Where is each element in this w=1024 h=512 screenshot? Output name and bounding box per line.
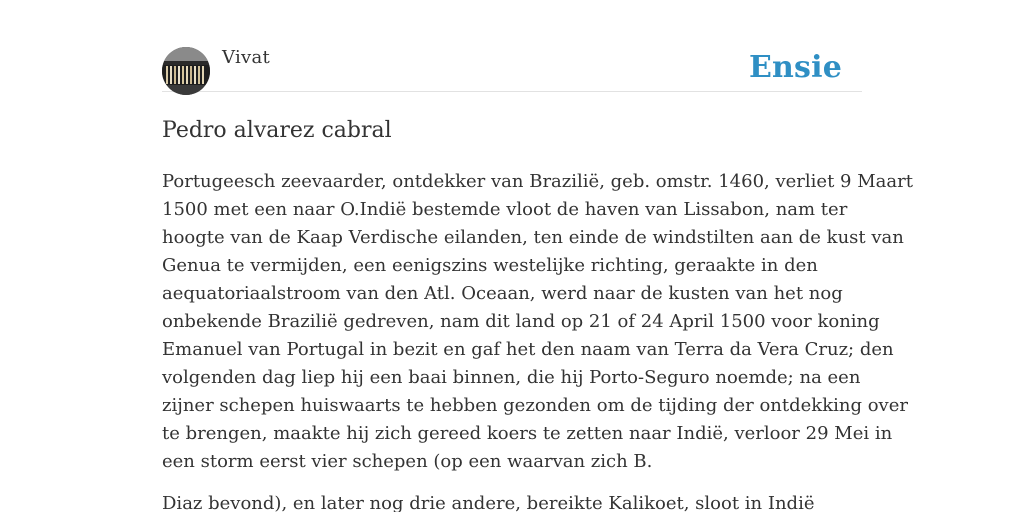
text-line: Diaz bevond), en later nog drie andere, bereikte Kalikoet, sloot in Indië — [162, 493, 815, 512]
source-name[interactable]: Vivat — [222, 47, 271, 68]
header — [162, 47, 862, 92]
text-line: 1500 met een naar O.Indië bestemde vloot de haven van Lissabon, nam ter — [162, 199, 848, 220]
text-line: Genua te vermijden, een eenigszins westelijke richting, geraakte in den — [162, 255, 818, 276]
text-line: een storm eerst vier schepen (op een waarvan zich B. — [162, 451, 653, 472]
text-line: te brengen, maakte hij zich gereed koers te zetten naar Indië, verloor 29 Mei in — [162, 423, 893, 444]
text-line: hoogte van de Kaap Verdische eilanden, ten einde de windstilten aan de kust van — [162, 227, 904, 248]
bookshelf-avatar-icon — [162, 47, 210, 95]
avatar[interactable] — [162, 47, 210, 95]
text-line: volgenden dag liep hij een baai binnen, die hij Porto-Seguro noemde; na een — [162, 367, 861, 388]
paragraph-2 — [162, 490, 872, 512]
text-line: aequatoriaalstroom van den Atl. Oceaan, werd naar de kusten van het nog — [162, 283, 843, 304]
text-line: Emanuel van Portugal in bezit en gaf het den naam van Terra da Vera Cruz; den — [162, 339, 894, 360]
paragraph-1 — [162, 168, 913, 476]
text-line: Portugeesch zeevaarder, ontdekker van Brazilië, geb. omstr. 1460, verliet 9 Maart — [162, 171, 913, 192]
text-line: zijner schepen huiswaarts te hebben gezonden om de tijding der ontdekking over — [162, 395, 908, 416]
text-line: onbekende Brazilië gedreven, nam dit land op 21 of 24 April 1500 voor koning — [162, 311, 880, 332]
article-body — [162, 168, 913, 512]
article-title: Pedro alvarez cabral — [162, 118, 392, 143]
brand-logo[interactable]: Ensie — [748, 50, 842, 85]
